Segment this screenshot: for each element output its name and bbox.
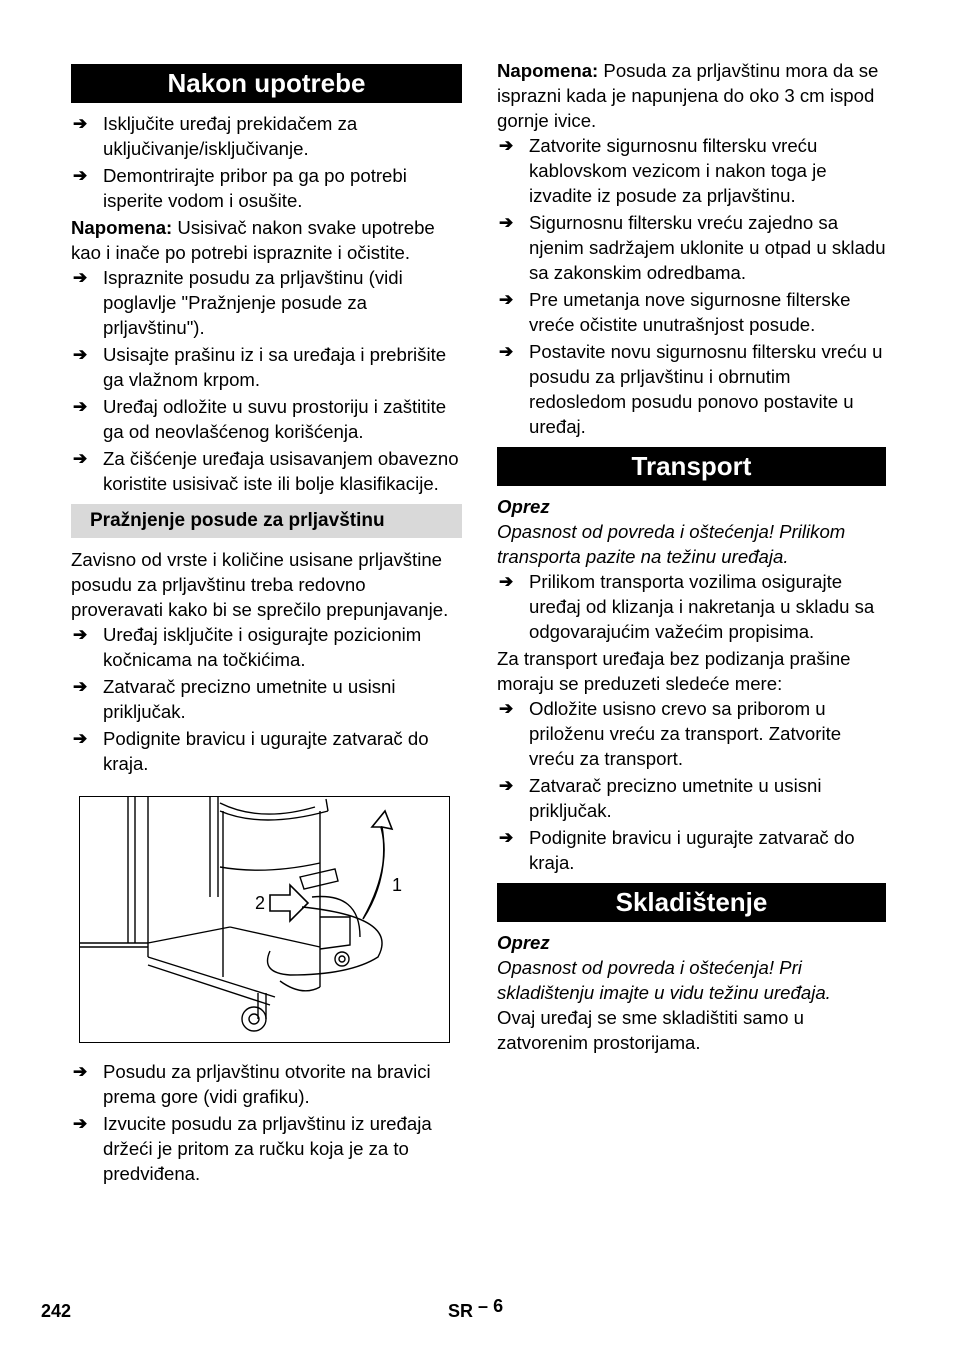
list-item	[71, 446, 462, 496]
arrow-icon: ➔	[73, 1114, 88, 1133]
footer-lang: SR	[448, 1301, 474, 1321]
note	[71, 215, 462, 265]
list-item	[71, 726, 462, 776]
caution-label: Oprez	[497, 932, 550, 953]
list-item	[71, 674, 462, 724]
note-text: Posuda za prljavštinu mora da se isprazni kada je napunjena do oko 3 cm ispod gornje ivice.	[497, 60, 879, 131]
list-item	[71, 1059, 462, 1109]
list-item-text: Podignite bravicu i ugurajte zatvarač do kraja.	[529, 827, 855, 873]
arrow-icon: ➔	[73, 345, 88, 364]
step-list	[71, 111, 462, 213]
arrow-icon: ➔	[73, 1062, 88, 1081]
footer-section	[448, 1296, 504, 1324]
intro-paragraph: Zavisno od vrste i količine usisane prljavštine posudu za prljavštinu treba redovno proveravati kako bi se sprečilo prepunjavanje.	[71, 549, 449, 620]
list-item-text: Uređaj isključite i osigurajte pozicionim kočnicama na točkićima.	[103, 624, 422, 670]
list-item-text: Demontrirajte pribor pa ga po potrebi isperite vodom i osušite.	[103, 165, 407, 211]
device-illustration	[79, 796, 450, 1043]
list-item	[71, 1111, 462, 1186]
arrow-icon: ➔	[499, 342, 514, 361]
list-item	[497, 825, 886, 875]
subsection-heading-emptying: Pražnjenje posude za prljavštinu	[71, 504, 462, 538]
figure-label-2: 2	[255, 893, 266, 913]
arrow-icon: ➔	[499, 136, 514, 155]
list-item-text: Posudu za prljavštinu otvorite na bravici prema gore (vidi grafiku).	[103, 1061, 431, 1107]
arrow-icon: ➔	[73, 397, 88, 416]
list-item-text: Odložite usisno crevo sa priborom u priloženu vreću za transport. Zatvorite vreću za transport.	[529, 698, 842, 769]
list-item-text: Ispraznite posudu za prljavštinu (vidi poglavlje "Pražnjenje posude za prljavštinu").	[103, 267, 403, 338]
list-item	[71, 622, 462, 672]
arrow-icon: ➔	[73, 625, 88, 644]
list-item-text: Postavite novu sigurnosnu filtersku vreću u posudu za prljavštinu i obrnutim redosledom posudu ponovo postavite u uređaj.	[529, 341, 883, 437]
list-item	[71, 342, 462, 392]
step-list	[71, 1059, 462, 1186]
list-item-text: Usisajte prašinu iz i sa uređaja i prebrišite ga vlažnom krpom.	[103, 344, 447, 390]
right-column	[497, 58, 886, 1055]
list-item-text: Za čišćenje uređaja usisavanjem obavezno koristite usisivač iste ili bolje klasifikacije.	[103, 448, 459, 494]
list-item-text: Zatvorite sigurnosnu filtersku vreću kablovskom vezicom i nakon toga je izvadite iz posude za prljavštinu.	[529, 135, 827, 206]
step-list	[71, 265, 462, 496]
caution-text: Opasnost od povreda i oštećenja! Prilikom transporta pazite na težinu uređaja.	[497, 521, 846, 567]
arrow-icon: ➔	[499, 290, 514, 309]
list-item-text: Zatvarač precizno umetnite u usisni priključak.	[103, 676, 396, 722]
list-item	[71, 394, 462, 444]
storage-text: Ovaj uređaj se sme skladištiti samo u zatvorenim prostorijama.	[497, 1007, 804, 1053]
arrow-icon: ➔	[499, 213, 514, 232]
section-heading-after-use: Nakon upotrebe	[71, 64, 462, 103]
vacuum-container-drawing	[80, 797, 449, 1042]
arrow-icon: ➔	[73, 729, 88, 748]
page-number: 242	[41, 1301, 72, 1321]
caution-label: Oprez	[497, 496, 550, 517]
footer-dash: –	[478, 1296, 489, 1316]
arrow-icon: ➔	[499, 699, 514, 718]
list-item-text: Sigurnosnu filtersku vreću zajedno sa njenim sadržajem uklonite u otpad u skladu sa zakonskim odredbama.	[529, 212, 886, 283]
list-item	[497, 696, 886, 771]
note-label: Napomena:	[497, 60, 599, 81]
list-item-text: Uređaj odložite u suvu prostoriju i zaštitite ga od neovlašćenog korišćenja.	[103, 396, 447, 442]
step-list	[497, 696, 886, 875]
arrow-icon: ➔	[499, 776, 514, 795]
section-heading-transport: Transport	[497, 447, 886, 486]
note-text: Usisivač nakon svake upotrebe kao i inače po potrebi ispraznite i očistite.	[71, 217, 435, 263]
list-item	[497, 287, 886, 337]
caution-text: Opasnost od povreda i oštećenja! Pri skladištenju imajte u vidu težinu uređaja.	[497, 957, 831, 1003]
list-item	[497, 773, 886, 823]
list-item	[497, 133, 886, 208]
step-list	[497, 569, 886, 644]
list-item-text: Podignite bravicu i ugurajte zatvarač do kraja.	[103, 728, 429, 774]
step-list	[497, 133, 886, 439]
figure-label-1: 1	[392, 875, 403, 895]
list-item-text: Zatvarač precizno umetnite u usisni priključak.	[529, 775, 822, 821]
list-item-text: Izvucite posudu za prljavštinu iz uređaja držeći je pritom za ručku koja je za to predviđena.	[103, 1113, 432, 1184]
list-item	[71, 163, 462, 213]
list-item	[71, 265, 462, 340]
note	[497, 58, 886, 133]
arrow-icon: ➔	[73, 268, 88, 287]
note-label: Napomena:	[71, 217, 173, 238]
list-item-text: Pre umetanja nove sigurnosne filterske vreće očistite unutrašnjost posude.	[529, 289, 851, 335]
list-item-text: Isključite uređaj prekidačem za uključivanje/isključivanje.	[103, 113, 358, 159]
footer-section-number: 6	[493, 1296, 504, 1316]
list-item	[71, 111, 462, 161]
list-item	[497, 569, 886, 644]
arrow-icon: ➔	[73, 449, 88, 468]
step-list	[71, 622, 462, 776]
arrow-icon: ➔	[73, 166, 88, 185]
section-heading-storage: Skladištenje	[497, 883, 886, 922]
arrow-icon: ➔	[73, 677, 88, 696]
arrow-icon: ➔	[499, 828, 514, 847]
left-column	[71, 64, 462, 1188]
list-item	[497, 339, 886, 439]
list-item	[497, 210, 886, 285]
list-item-text: Prilikom transporta vozilima osigurajte uređaj od klizanja i nakretanja u skladu sa odgovarajućim važećim propisima.	[529, 571, 875, 642]
transport-intro: Za transport uređaja bez podizanja prašine moraju se preduzeti sledeće mere:	[497, 648, 851, 694]
arrow-icon: ➔	[73, 114, 88, 133]
arrow-icon: ➔	[499, 572, 514, 591]
